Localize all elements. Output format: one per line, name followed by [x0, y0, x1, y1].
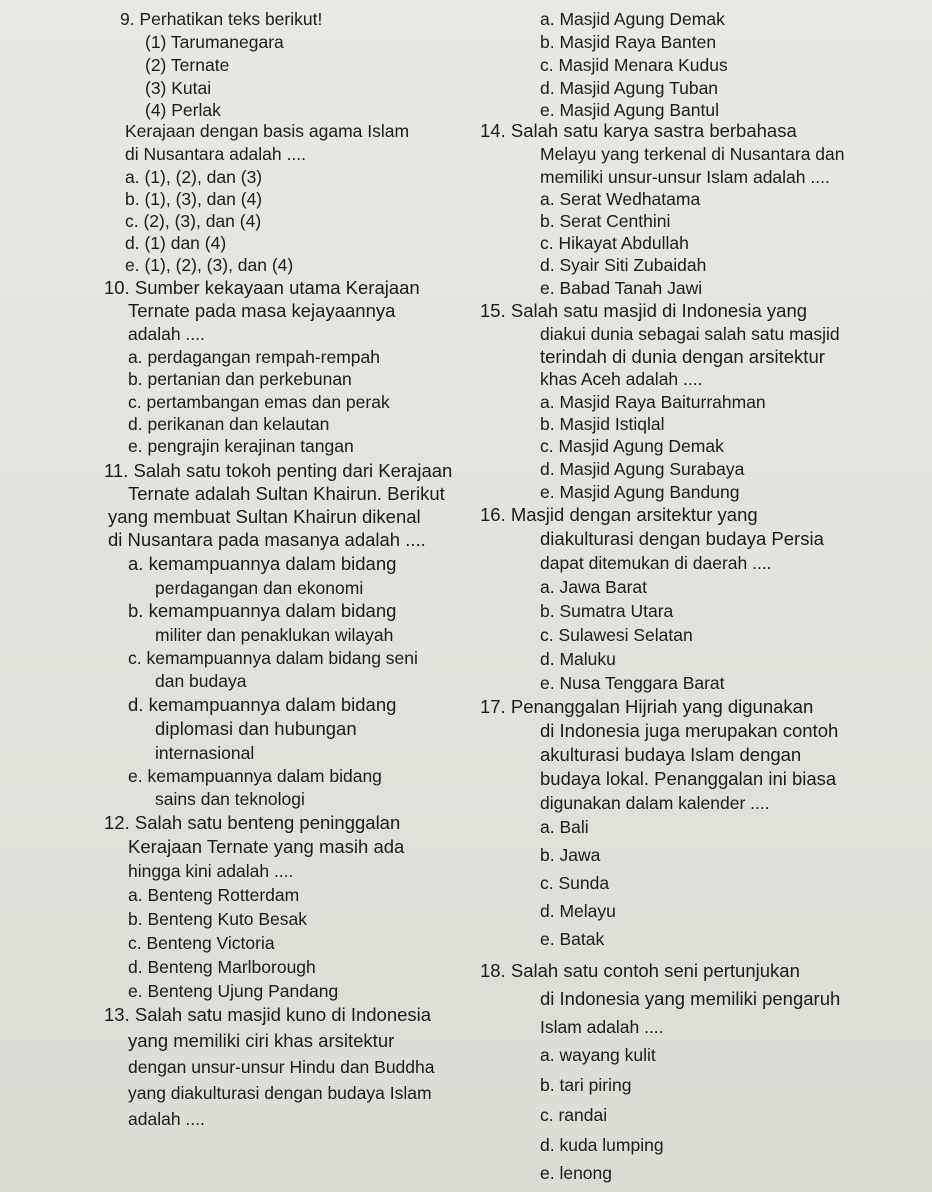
- question-17-stem-5: digunakan dalam kalender ....: [540, 793, 770, 813]
- question-15-stem-3: terindah di dunia dengan arsitektur: [540, 346, 825, 367]
- q14-option-b: b. Serat Centhini: [540, 211, 671, 231]
- q11-option-e: e. kemampuannya dalam bidang: [128, 766, 382, 786]
- question-16-stem-3: dapat ditemukan di daerah ....: [540, 553, 772, 573]
- question-12-stem-2: Kerajaan Ternate yang masih ada: [128, 836, 405, 857]
- q9-item-1: (1) Tarumanegara: [145, 32, 284, 52]
- q11-option-c-cont: dan budaya: [155, 671, 247, 691]
- q17-option-b: b. Jawa: [540, 845, 601, 865]
- question-18-stem-1: 18. Salah satu contoh seni pertunjukan: [480, 960, 800, 981]
- q9-option-e: e. (1), (2), (3), dan (4): [125, 255, 294, 275]
- q10-option-a: a. perdagangan rempah-rempah: [128, 347, 380, 367]
- q15-option-b: b. Masjid Istiqlal: [540, 414, 665, 434]
- q18-option-d: d. kuda lumping: [540, 1135, 664, 1155]
- q11-option-a: a. kemampuannya dalam bidang: [128, 553, 397, 574]
- q12-option-c: c. Benteng Victoria: [128, 933, 275, 953]
- question-13-stem-1: 13. Salah satu masjid kuno di Indonesia: [104, 1004, 432, 1025]
- q17-option-d: d. Melayu: [540, 901, 616, 921]
- question-11-stem-2: Ternate adalah Sultan Khairun. Berikut: [128, 483, 445, 504]
- question-11-stem-3: yang membuat Sultan Khairun dikenal: [108, 506, 421, 527]
- q14-option-e: e. Babad Tanah Jawi: [540, 278, 703, 298]
- q17-option-a: a. Bali: [540, 817, 589, 837]
- q9-question-line-1: Kerajaan dengan basis agama Islam: [125, 121, 410, 141]
- question-18-stem-2: di Indonesia yang memiliki pengaruh: [540, 988, 841, 1009]
- q15-option-d: d. Masjid Agung Surabaya: [540, 459, 745, 479]
- q12-option-d: d. Benteng Marlborough: [128, 957, 316, 977]
- question-12-stem-1: 12. Salah satu benteng peninggalan: [104, 812, 401, 833]
- q10-option-b: b. pertanian dan perkebunan: [128, 369, 352, 389]
- question-10-stem-1: 10. Sumber kekayaan utama Kerajaan: [104, 277, 420, 298]
- q9-item-2: (2) Ternate: [145, 55, 230, 75]
- question-13-stem-5: adalah ....: [128, 1109, 205, 1129]
- question-15-stem-4: khas Aceh adalah ....: [540, 369, 703, 389]
- question-16-stem-2: diakulturasi dengan budaya Persia: [540, 528, 824, 549]
- question-17-stem-1: 17. Penanggalan Hijriah yang digunakan: [480, 696, 814, 717]
- q12-option-a: a. Benteng Rotterdam: [128, 885, 300, 905]
- q17-option-c: c. Sunda: [540, 873, 610, 893]
- question-14-stem-1: 14. Salah satu karya sastra berbahasa: [480, 120, 797, 141]
- question-13-stem-2: yang memiliki ciri khas arsitektur: [128, 1030, 395, 1051]
- q15-option-a: a. Masjid Raya Baiturrahman: [540, 392, 766, 412]
- q10-option-d: d. perikanan dan kelautan: [128, 414, 330, 434]
- question-13-stem-4: yang diakulturasi dengan budaya Islam: [128, 1083, 432, 1103]
- q16-option-d: d. Maluku: [540, 649, 616, 669]
- q12-option-e: e. Benteng Ujung Pandang: [128, 981, 339, 1001]
- q11-option-c: c. kemampuannya dalam bidang seni: [128, 648, 418, 668]
- question-10-stem-3: adalah ....: [128, 324, 205, 344]
- question-11-stem-4: di Nusantara pada masanya adalah ....: [108, 529, 426, 550]
- q9-item-4: (4) Perlak: [145, 100, 221, 120]
- q9-option-d: d. (1) dan (4): [125, 233, 227, 253]
- question-17-stem-2: di Indonesia juga merupakan contoh: [540, 720, 839, 741]
- q13-option-b: b. Masjid Raya Banten: [540, 32, 717, 52]
- q10-option-e: e. pengrajin kerajinan tangan: [128, 436, 354, 456]
- question-17-stem-3: akulturasi budaya Islam dengan: [540, 744, 802, 765]
- q11-option-e-cont: sains dan teknologi: [155, 789, 305, 809]
- q18-option-e: e. lenong: [540, 1163, 613, 1183]
- q15-option-e: e. Masjid Agung Bandung: [540, 482, 740, 502]
- q10-option-c: c. pertambangan emas dan perak: [128, 392, 390, 412]
- q11-option-d-cont: diplomasi dan hubungan: [155, 718, 357, 739]
- q17-option-e: e. Batak: [540, 929, 605, 949]
- q12-option-b: b. Benteng Kuto Besak: [128, 909, 308, 929]
- question-18-stem-3: Islam adalah ....: [540, 1017, 664, 1037]
- q15-option-c: c. Masjid Agung Demak: [540, 436, 724, 456]
- q16-option-c: c. Sulawesi Selatan: [540, 625, 693, 645]
- q16-option-e: e. Nusa Tenggara Barat: [540, 673, 725, 693]
- q16-option-b: b. Sumatra Utara: [540, 601, 674, 621]
- question-15-stem-1: 15. Salah satu masjid di Indonesia yang: [480, 300, 808, 321]
- q14-option-d: d. Syair Siti Zubaidah: [540, 255, 707, 275]
- q11-option-d: d. kemampuannya dalam bidang: [128, 694, 397, 715]
- q9-option-b: b. (1), (3), dan (4): [125, 189, 263, 209]
- q11-option-b: b. kemampuannya dalam bidang: [128, 600, 397, 621]
- q11-option-a-cont: perdagangan dan ekonomi: [155, 578, 364, 598]
- question-15-stem-2: diakui dunia sebagai salah satu masjid: [540, 324, 840, 344]
- question-14-stem-2: Melayu yang terkenal di Nusantara dan: [540, 144, 845, 164]
- q9-option-a: a. (1), (2), dan (3): [125, 167, 263, 187]
- q14-option-c: c. Hikayat Abdullah: [540, 233, 689, 253]
- q13-option-c: c. Masjid Menara Kudus: [540, 55, 728, 75]
- q16-option-a: a. Jawa Barat: [540, 577, 647, 597]
- q13-option-e: e. Masjid Agung Bantul: [540, 100, 720, 120]
- question-10-stem-2: Ternate pada masa kejayaannya: [128, 300, 396, 321]
- q9-item-3: (3) Kutai: [145, 78, 212, 98]
- q11-option-b-cont: militer dan penaklukan wilayah: [155, 625, 394, 645]
- q9-question-line-2: di Nusantara adalah ....: [125, 144, 306, 164]
- question-14-stem-3: memiliki unsur-unsur Islam adalah ....: [540, 167, 830, 187]
- q14-option-a: a. Serat Wedhatama: [540, 189, 701, 209]
- question-12-stem-3: hingga kini adalah ....: [128, 861, 294, 881]
- q18-option-a: a. wayang kulit: [540, 1045, 656, 1065]
- question-9-stem: 9. Perhatikan teks berikut!: [120, 9, 323, 29]
- q9-option-c: c. (2), (3), dan (4): [125, 211, 262, 231]
- q13-option-a: a. Masjid Agung Demak: [540, 9, 725, 29]
- q11-option-d-cont-2: internasional: [155, 743, 255, 763]
- q13-option-d: d. Masjid Agung Tuban: [540, 78, 719, 98]
- question-13-stem-3: dengan unsur-unsur Hindu dan Buddha: [128, 1057, 435, 1077]
- question-16-stem-1: 16. Masjid dengan arsitektur yang: [480, 504, 758, 525]
- question-17-stem-4: budaya lokal. Penanggalan ini biasa: [540, 768, 837, 789]
- question-11-stem-1: 11. Salah satu tokoh penting dari Kerajaan: [104, 460, 453, 481]
- q18-option-b: b. tari piring: [540, 1075, 632, 1095]
- q18-option-c: c. randai: [540, 1105, 608, 1125]
